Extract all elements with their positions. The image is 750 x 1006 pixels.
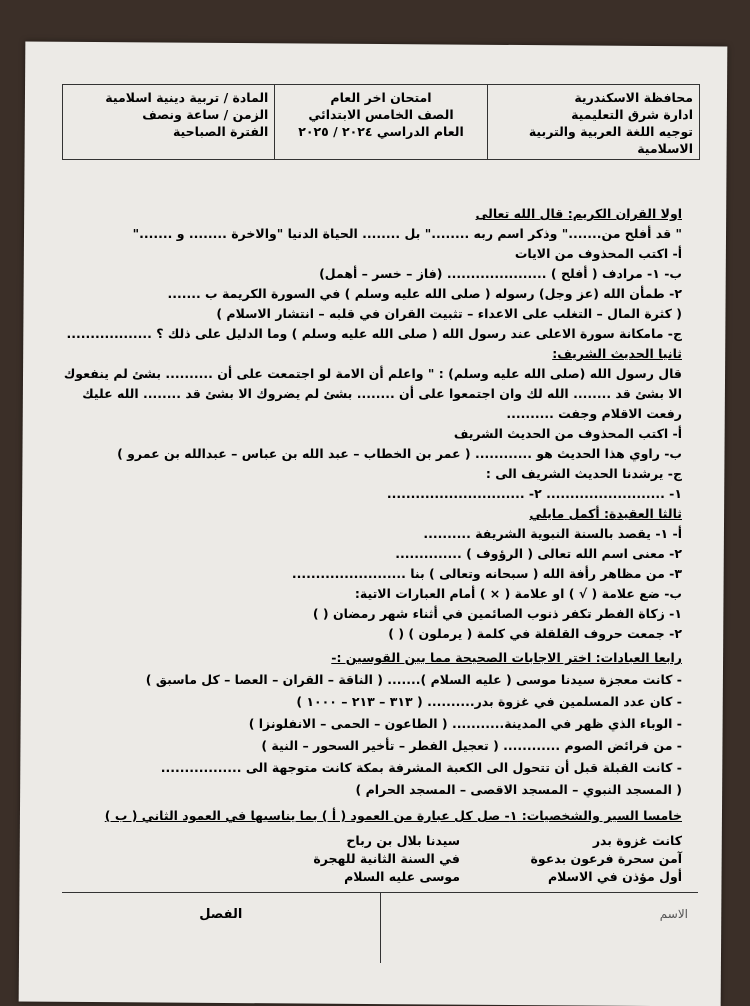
col-a-item: كانت غزوة بدر bbox=[592, 833, 682, 848]
section-hadith-title: ثانيا الحديث الشريف: bbox=[552, 346, 682, 361]
header-right: محافظة الاسكندرية ادارة شرق التعليمية توجيه اللغة العربية والتربية الاسلامية bbox=[487, 85, 699, 159]
section-ibadat-title: رابعا العبادات: اختر الاجابات الصحيحة مما بين القوسين :- bbox=[331, 650, 682, 665]
section-quran-title: اولا القران الكريم: قال الله تعالى bbox=[475, 206, 682, 221]
exam-line: الا بشئ قد ........ الله لك وان اجتمعوا على أن ........ بشئ لم يضروك الا بشئ قد ........ الله عليك bbox=[82, 386, 682, 401]
exam-line: ب- ١- مرادف ( أفلح ) ..................... (فاز – خسر – أهمل) bbox=[319, 266, 682, 281]
exam-line: - من فرائض الصوم ............ ( تعجيل الفطر – تأخير السحور – النية ) bbox=[261, 738, 682, 753]
exam-line: ب- ضع علامة ( √ ) او علامة ( × ) أمام العبارات الاتية: bbox=[354, 586, 682, 601]
col-b-item: سيدنا بلال بن رباح bbox=[346, 833, 460, 848]
col-a-item: آمن سحرة فرعون بدعوة bbox=[530, 851, 682, 866]
exam-line: ٢- معنى اسم الله تعالى ( الرؤوف ) .............. bbox=[395, 546, 682, 561]
exam-line: ( كثرة المال – التغلب على الاعداء – تثبيت القران في قلبه – انتشار الاسلام ) bbox=[216, 306, 682, 321]
col-b-item: موسى عليه السلام bbox=[344, 869, 460, 884]
exam-line: ٢- طمأن الله (عز وجل) رسوله ( صلى الله عليه وسلم ) في السورة الكريمة ب ....... bbox=[167, 286, 682, 301]
exam-line: ج- يرشدنا الحديث الشريف الى : bbox=[485, 466, 682, 481]
header-center: امتحان اخر العام الصف الخامس الابتدائي العام الدراسي ٢٠٢٤ / ٢٠٢٥ bbox=[274, 85, 486, 159]
exam-line: ج- مامكانة سورة الاعلى عند رسول الله ( صلى الله عليه وسلم ) وما الدليل على ذلك ؟ .................. bbox=[66, 326, 682, 341]
exam-line: ١- ......................... ٢- ............................. bbox=[386, 486, 682, 501]
exam-body bbox=[40, 0, 710, 1000]
name-label: الاسم bbox=[380, 893, 699, 963]
section-aqeeda-title: ثالثا العقيدة: أكمل مايلي bbox=[529, 506, 682, 521]
section-seera-title: خامسا السير والشخصيات: ١- صل كل عبارة من العمود ( أ ) بما يناسبها في العمود الثاني ( ب ) bbox=[104, 808, 682, 823]
header-left: المادة / تربية دينية اسلامية الزمن / ساعة ونصف الفترة الصباحية bbox=[105, 90, 269, 139]
class-label: الفصل bbox=[199, 907, 243, 922]
exam-line: أ- اكتب المحذوف من الايات bbox=[514, 246, 682, 261]
exam-line: ٢- جمعت حروف القلقلة في كلمة ( يرملون ) ( ) bbox=[388, 626, 682, 641]
col-a-item: أول مؤذن في الاسلام bbox=[548, 869, 682, 884]
exam-line: ٣- من مظاهر رأفة الله ( سبحانه وتعالى ) بنا ........................ bbox=[291, 566, 682, 581]
exam-line: " قد أفلح من......." وذكر اسم ربه ........" بل ........ الحياة الدنيا "والاخرة ........ و ......." bbox=[132, 226, 682, 241]
matching-col-a bbox=[492, 832, 682, 886]
exam-line: - الوباء الذي ظهر في المدينة........... ( الطاعون – الحمى – الانفلونزا ) bbox=[248, 716, 682, 731]
exam-line: - كانت القبلة قبل أن تتحول الى الكعبة المشرفة بمكة كانت متوجهة الى ................. bbox=[160, 760, 682, 775]
exam-line: رفعت الاقلام وجفت .......... bbox=[506, 406, 682, 421]
exam-line: أ- ١- يقصد بالسنة النبوية الشريفة .......... bbox=[423, 526, 682, 541]
exam-line: ب- راوي هذا الحديث هو ............ ( عمر بن الخطاب – عبد الله بن عباس – عبدالله بن عمرو ) bbox=[117, 446, 682, 461]
exam-line: - كان عدد المسلمين في غزوة بدر.......... ( ٣١٣ – ٢١٣ – ١٠٠٠ ) bbox=[296, 694, 682, 709]
exam-footer bbox=[62, 892, 698, 963]
exam-line: أ- اكتب المحذوف من الحديث الشريف bbox=[453, 426, 682, 441]
exam-line: قال رسول الله (صلى الله عليه وسلم) : " واعلم أن الامة لو اجتمعت على أن .......... بشئ لم ينفعوك bbox=[63, 366, 682, 381]
exam-line: ١- زكاة الفطر تكفر ذنوب الصائمين في أثناء شهر رمضان ( ) bbox=[312, 606, 682, 621]
matching-col-b bbox=[270, 832, 460, 886]
exam-line: ( المسجد النبوي – المسجد الاقصى – المسجد الحرام ) bbox=[355, 782, 682, 797]
exam-line: - كانت معجزة سيدنا موسى ( عليه السلام )....... ( الناقة – القران – العصا – كل ماسبق ) bbox=[145, 672, 682, 687]
col-b-item: في السنة الثانية للهجرة bbox=[313, 851, 460, 866]
